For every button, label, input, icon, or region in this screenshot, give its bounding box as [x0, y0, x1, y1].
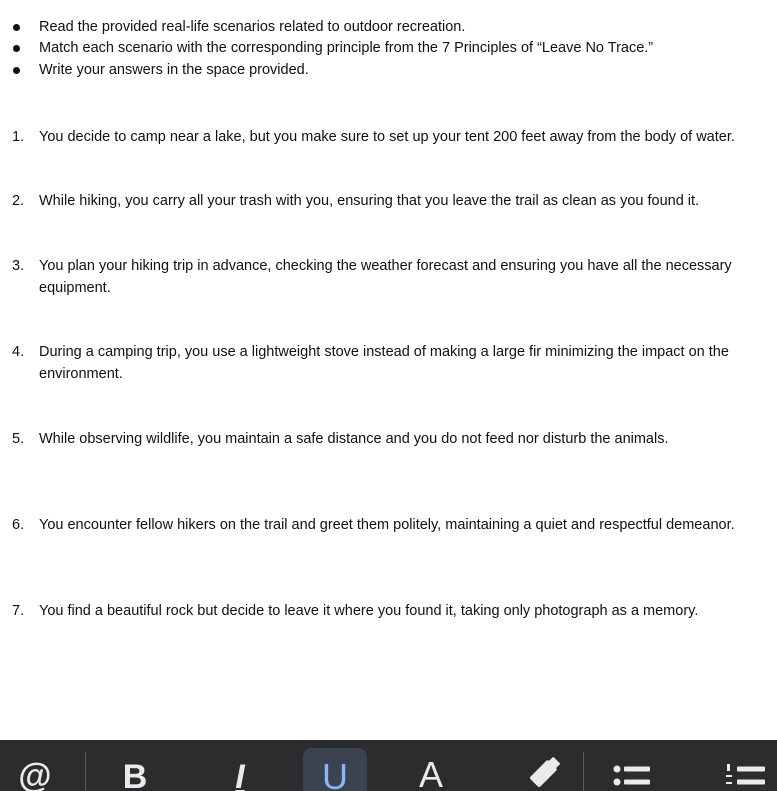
numbered-list-icon	[719, 740, 777, 791]
scenario-number: 1.	[12, 129, 25, 145]
scenario-text: You encounter fellow hikers on the trail and greet them politely, maintaining a quiet and respectful demeanor.	[39, 517, 735, 533]
formatting-toolbar	[0, 740, 777, 791]
bold-button[interactable]	[110, 740, 160, 791]
scenario-text: You find a beautiful rock but decide to leave it where you found it, taking only photograph as a memory.	[39, 603, 699, 619]
instruction-text: Read the provided real-life scenarios related to outdoor recreation.	[39, 19, 466, 35]
instruction-text: Match each scenario with the corresponding principle from the 7 Principles of “Leave No Trace.”	[39, 40, 654, 56]
instruction-item	[0, 59, 777, 81]
instruction-text: Write your answers in the space provided.	[39, 62, 309, 78]
toolbar-divider	[85, 752, 86, 791]
bold-icon: B	[122, 758, 148, 791]
underline-icon: U	[322, 756, 348, 791]
scenario-number: 4.	[12, 344, 25, 360]
scenario-number: 2.	[12, 193, 25, 209]
scenario-text: While observing wildlife, you maintain a safe distance and you do not feed nor disturb the animals.	[39, 431, 669, 447]
numbered-list-button[interactable]	[719, 740, 777, 791]
instruction-item	[0, 16, 777, 38]
toolbar-divider	[583, 752, 584, 791]
at-icon: @	[18, 757, 52, 791]
scenario-text: During a camping trip, you use a lightweight stove instead of making a large fir minimizing the impact on the environment.	[39, 344, 729, 382]
scenario-text: While hiking, you carry all your trash with you, ensuring that you leave the trail as clean as you found it.	[39, 193, 700, 209]
bullet-list-icon	[606, 740, 656, 791]
bullet-dot	[13, 67, 20, 74]
scenario-text: You decide to camp near a lake, but you make sure to set up your tent 200 feet away from the body of water.	[39, 129, 735, 145]
scenario-number: 7.	[12, 603, 25, 619]
scenario-number: 3.	[12, 258, 25, 274]
instruction-item	[0, 37, 777, 59]
scenario-text: You plan your hiking trip in advance, checking the weather forecast and ensuring you have all the necessary equipment.	[39, 258, 732, 296]
mention-button[interactable]	[10, 740, 60, 791]
scenario-number: 5.	[12, 431, 25, 447]
scenario-number: 6.	[12, 517, 25, 533]
bullet-dot	[13, 45, 20, 52]
font-style-button[interactable]	[406, 740, 456, 791]
underline-button[interactable]	[303, 740, 367, 791]
highlighter-icon	[510, 740, 564, 791]
italic-button[interactable]	[215, 740, 265, 791]
bullet-list-button[interactable]	[606, 740, 656, 791]
font-icon: A	[418, 754, 443, 791]
italic-icon: I	[235, 758, 245, 791]
highlighter-button[interactable]	[510, 740, 564, 791]
bullet-dot	[13, 24, 20, 31]
